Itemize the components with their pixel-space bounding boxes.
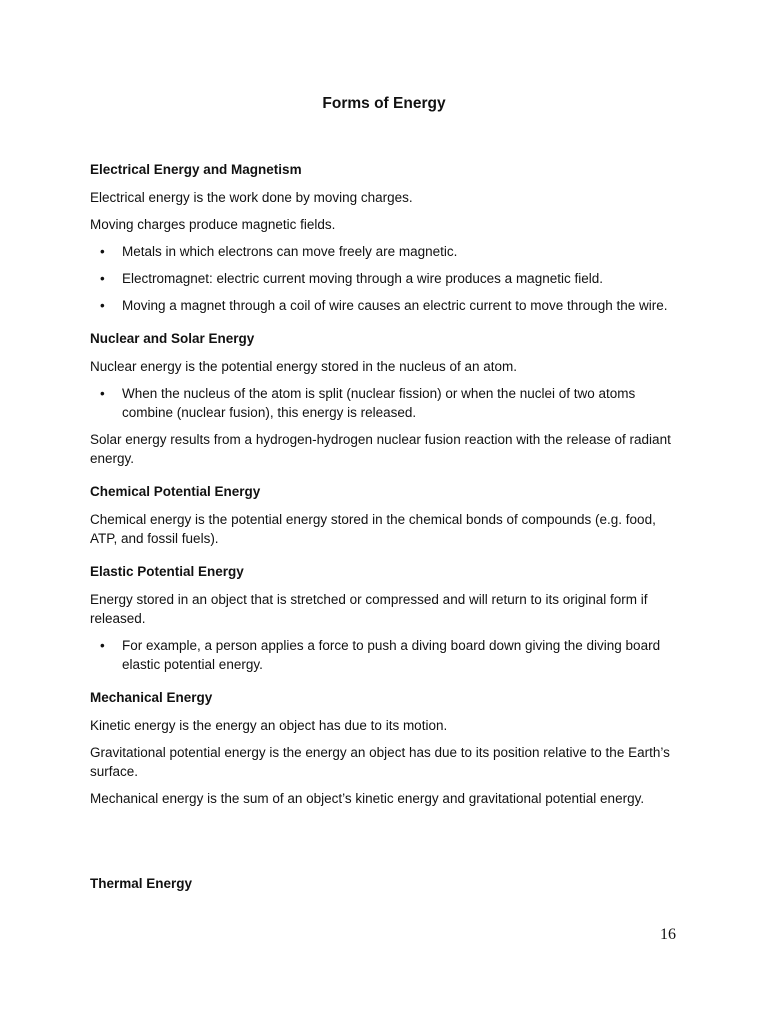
paragraph: Nuclear energy is the potential energy stored in the nucleus of an atom. <box>90 359 518 374</box>
section-heading-chemical: Chemical Potential Energy <box>90 484 261 499</box>
section-heading-electrical: Electrical Energy and Magnetism <box>90 162 302 177</box>
bullet-list <box>90 384 682 422</box>
list-item-text: For example, a person applies a force to push a diving board down giving the diving board elastic potential energy. <box>122 638 661 672</box>
list-item-text: Electromagnet: electric current moving through a wire produces a magnetic field. <box>122 271 603 286</box>
page-number: 16 <box>660 926 676 943</box>
paragraph: Gravitational potential energy is the energy an object has due to its position relative to the Earth’s surface. <box>90 745 670 779</box>
list-item <box>90 296 682 315</box>
list-item-text: When the nucleus of the atom is split (nuclear fission) or when the nuclei of two atoms combine (nuclear fusion), this energy is released. <box>122 386 636 420</box>
paragraph: Solar energy results from a hydrogen-hydrogen nuclear fusion reaction with the release of radiant energy. <box>90 432 671 466</box>
section-heading-thermal: Thermal Energy <box>90 876 193 891</box>
paragraph: Chemical energy is the potential energy stored in the chemical bonds of compounds (e.g. food, ATP, and fossil fuels). <box>90 512 656 546</box>
paragraph: Energy stored in an object that is stretched or compressed and will return to its original form if released. <box>90 592 648 626</box>
document-body <box>90 160 682 902</box>
list-item-text: Moving a magnet through a coil of wire causes an electric current to move through the wire. <box>122 298 668 313</box>
section-heading-mechanical: Mechanical Energy <box>90 690 213 705</box>
list-item <box>90 636 682 674</box>
bullet-icon: • <box>100 638 105 653</box>
list-item <box>90 384 682 422</box>
section-heading-nuclear: Nuclear and Solar Energy <box>90 331 255 346</box>
bullet-icon: • <box>100 298 105 313</box>
paragraph: Moving charges produce magnetic fields. <box>90 217 336 232</box>
bullet-icon: • <box>100 386 105 401</box>
bullet-icon: • <box>100 244 105 259</box>
page-title: Forms of Energy <box>322 95 446 112</box>
paragraph: Kinetic energy is the energy an object has due to its motion. <box>90 718 448 733</box>
paragraph: Mechanical energy is the sum of an object’s kinetic energy and gravitational potential energy. <box>90 791 645 806</box>
list-item <box>90 242 682 261</box>
list-item <box>90 269 682 288</box>
list-item-text: Metals in which electrons can move freely are magnetic. <box>122 244 458 259</box>
bullet-icon: • <box>100 271 105 286</box>
paragraph: Electrical energy is the work done by moving charges. <box>90 190 413 205</box>
bullet-list <box>90 636 682 674</box>
section-heading-elastic: Elastic Potential Energy <box>90 564 244 579</box>
bullet-list <box>90 242 682 315</box>
